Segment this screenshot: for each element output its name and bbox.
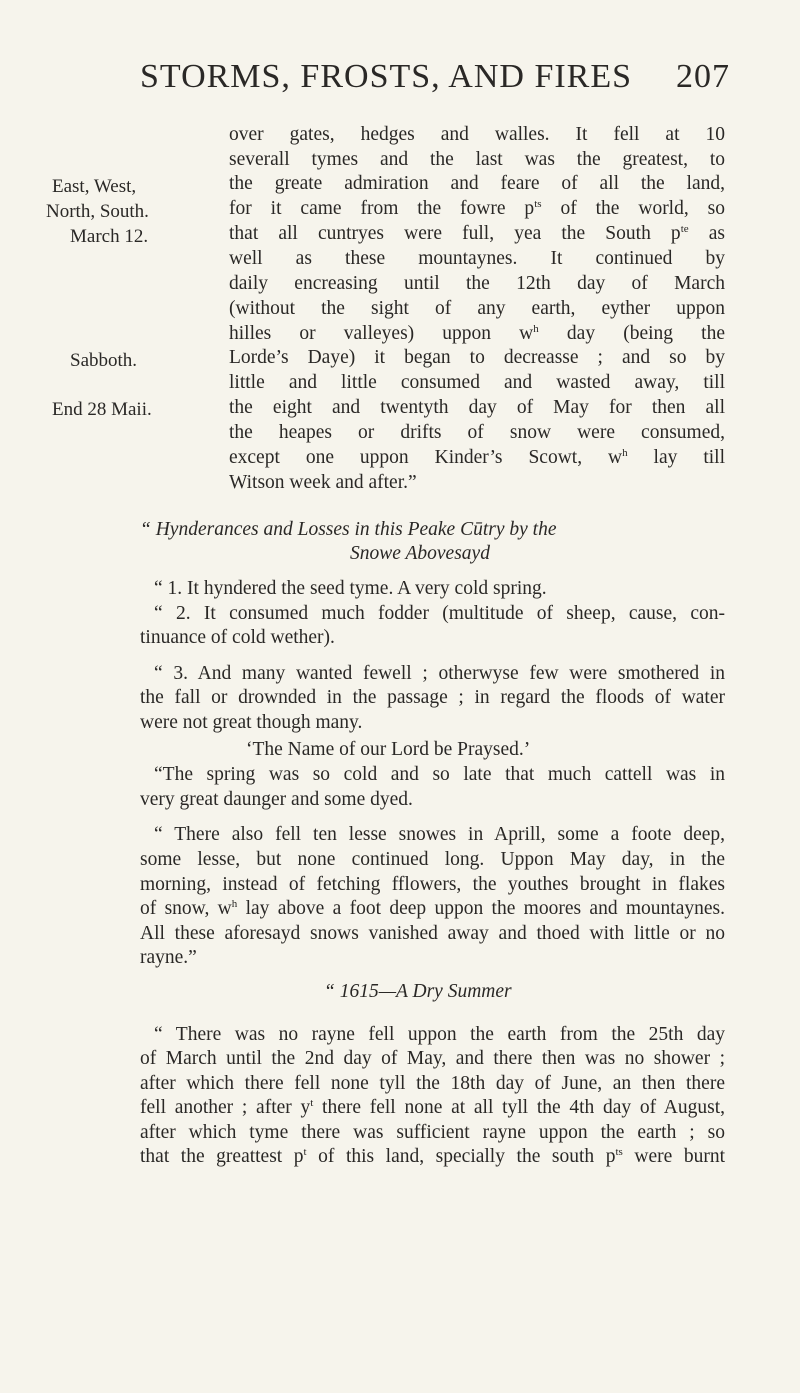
list-item: tinuance of cold wether). (140, 627, 335, 648)
text-line: morning, instead of fetching fflowers, the youthes brought in flakes (140, 874, 725, 895)
text-line: “ There was no rayne fell uppon the earth from the 25th day (154, 1024, 725, 1045)
text-line: of March until the 2nd day of May, and there then was no shower ; (140, 1048, 725, 1069)
margin-note: Sabboth. (70, 350, 138, 371)
text-line: (without the sight of any earth, eyther uppon (229, 298, 725, 319)
text-line: All these aforesayd snows vanished away and thoed with little or no (140, 923, 725, 944)
text-line: little and little consumed and wasted away, till (229, 372, 725, 393)
text-line: over gates, hedges and walles. It fell at 10 (229, 124, 725, 145)
text-line: “ There also fell ten lesse snowes in Aprill, some a foote deep, (154, 824, 725, 845)
running-head (140, 58, 730, 96)
text-line: daily encreasing until the 12th day of March (229, 273, 725, 294)
text-line: severall tymes and the last was the greatest, to (229, 149, 725, 170)
praise-line: ‘The Name of our Lord be Praysed.’ (246, 739, 531, 760)
text-line: Witson week and after.” (229, 472, 417, 493)
text-line: the eight and twentyth day of May for then all (229, 397, 725, 418)
list-item: “ 2. It consumed much fodder (multitude of sheep, cause, con- (154, 603, 725, 624)
margin-note: East, West, (52, 176, 137, 197)
text-line: rayne.” (140, 947, 197, 968)
page-number: 207 (676, 58, 730, 95)
margin-note: North, South. (46, 201, 149, 222)
text-line: that the greattest $p^t$ of this land, specially the south $p^{ts}$ were burnt (140, 1146, 725, 1167)
chapter-title: STORMS, FROSTS, AND FIRES (140, 58, 633, 95)
list-item: “ 1. It hyndered the seed tyme. A very cold spring. (154, 578, 547, 599)
text-line: well as these mountaynes. It continued by (229, 248, 725, 269)
text-line: hilles or valleyes) uppon $w^h$ day (being the (229, 323, 725, 344)
list-item: “ 3. And many wanted fewell ; otherwyse few were smothered in (154, 663, 725, 684)
text-line: except one uppon Kinder’s Scowt, $w^h$ lay till (229, 447, 725, 468)
section-heading-dry-summer: “ 1615—A Dry Summer (324, 981, 512, 1002)
text-line: the greate admiration and feare of all the land, (229, 173, 725, 194)
text-line: that all cuntryes were full, yea the South $p^{te}$ as (229, 223, 725, 244)
text-line: some lesse, but none continued long. Uppon May day, in the (140, 849, 725, 870)
margin-note: End 28 Maii. (52, 399, 152, 420)
text-line: the heapes or drifts of snow were consumed, (229, 422, 725, 443)
heading-line: Snowe Abovesayd (350, 543, 490, 564)
list-item: were not great though many. (140, 712, 363, 733)
margin-note: March 12. (70, 226, 149, 247)
text-line: after which there fell none tyll the 18th day of June, an then there (140, 1073, 725, 1094)
list-item: the fall or drownded in the passage ; in regard the floods of water (140, 687, 725, 708)
heading-line: “ Hynderances and Losses in this Peake Cūtry by the (140, 519, 557, 540)
text-line: after which tyme there was sufficient rayne uppon the earth ; so (140, 1122, 725, 1143)
text-line: of snow, $w^h$ lay above a foot deep uppon the moores and mountaynes. (140, 898, 725, 919)
text-line: “The spring was so cold and so late that much cattell was in (154, 764, 725, 785)
text-line: for it came from the fowre $p^{ts}$ of the world, so (229, 198, 725, 219)
text-line: fell another ; after $y^t$ there fell none at all tyll the 4th day of August, (140, 1097, 725, 1118)
text-line: very great daunger and some dyed. (140, 789, 413, 810)
text-line: Lorde’s Daye) it began to decreasse ; and so by (229, 347, 725, 368)
